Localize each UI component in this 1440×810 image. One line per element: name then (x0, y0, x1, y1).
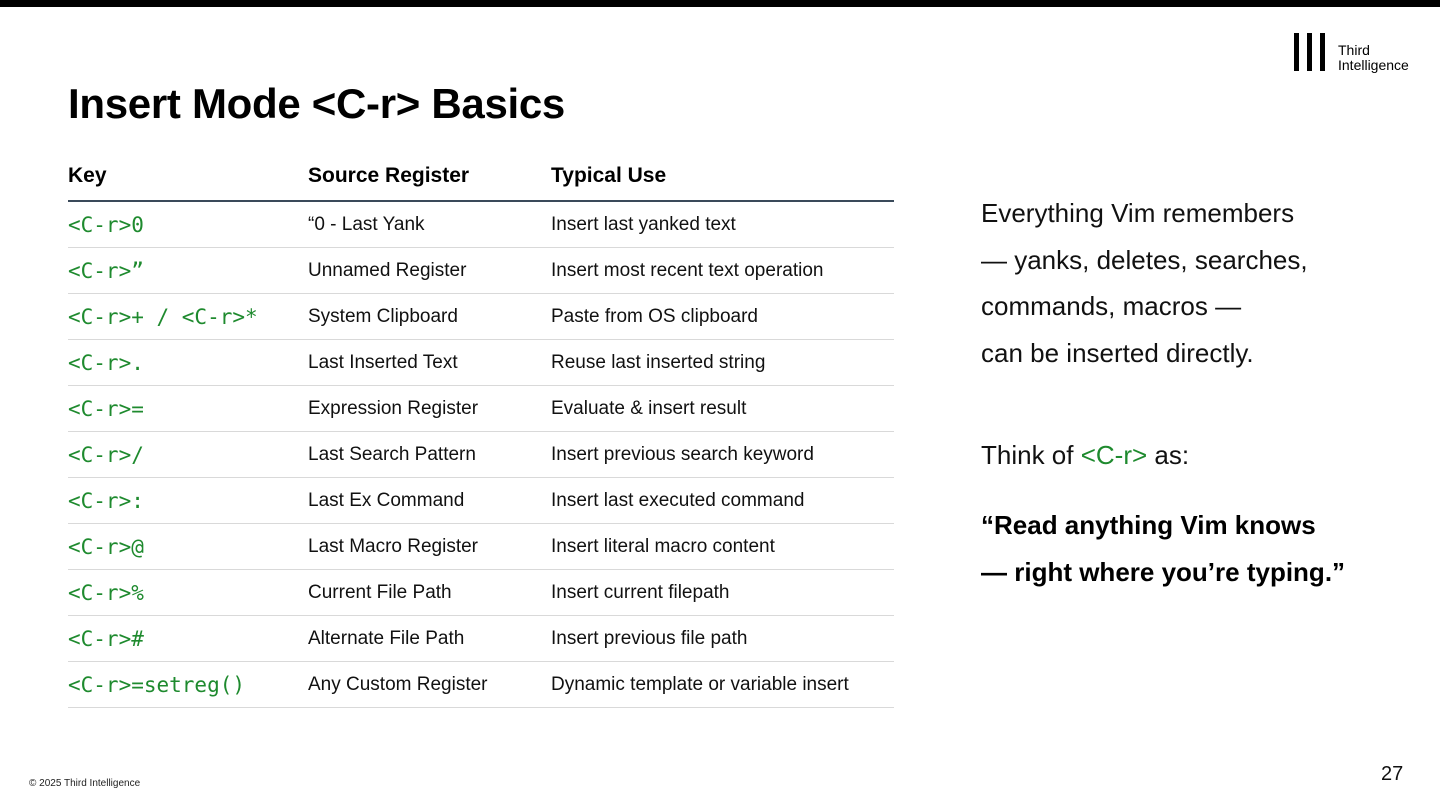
source-cell: “0 - Last Yank (308, 201, 551, 248)
logo-line-2: Intelligence (1338, 57, 1409, 73)
logo-line-1: Third (1338, 42, 1370, 58)
table-row (68, 201, 894, 248)
source-cell: Expression Register (308, 386, 551, 432)
use-cell: Insert most recent text operation (551, 248, 894, 294)
page-title: Insert Mode <C-r> Basics (68, 80, 565, 127)
table-row (68, 248, 894, 294)
page-number: 27 (1381, 763, 1404, 785)
side-line: can be inserted directly. (981, 337, 1254, 368)
top-bar (0, 0, 1440, 7)
header-source: Source Register (308, 152, 551, 201)
think-prefix: Think of (981, 440, 1081, 470)
table-row (68, 340, 894, 386)
use-cell: Dynamic template or variable insert (551, 662, 894, 708)
key-cell: <C-r>” (68, 248, 308, 294)
source-cell: Current File Path (308, 570, 551, 616)
source-cell: Last Inserted Text (308, 340, 551, 386)
source-cell: Last Search Pattern (308, 432, 551, 478)
table-row (68, 432, 894, 478)
source-cell: System Clipboard (308, 294, 551, 340)
use-cell: Evaluate & insert result (551, 386, 894, 432)
use-cell: Insert literal macro content (551, 524, 894, 570)
key-cell: <C-r>: (68, 478, 308, 524)
think-of-line (981, 440, 1189, 471)
key-cell: <C-r># (68, 616, 308, 662)
header-key: Key (68, 152, 308, 201)
table-row (68, 478, 894, 524)
think-key: <C-r> (1080, 440, 1148, 470)
copyright-footer: © 2025 Third Intelligence (29, 778, 141, 789)
key-cell: <C-r>/ (68, 432, 308, 478)
source-cell: Any Custom Register (308, 662, 551, 708)
use-cell: Insert last yanked text (551, 201, 894, 248)
key-cell: <C-r>0 (68, 201, 308, 248)
key-cell: <C-r>=setreg() (68, 662, 308, 708)
side-line: commands, macros — (981, 291, 1242, 321)
use-cell: Reuse last inserted string (551, 340, 894, 386)
brand-logo (1294, 33, 1409, 73)
source-cell: Last Macro Register (308, 524, 551, 570)
use-cell: Insert previous search keyword (551, 432, 894, 478)
logo-text (1338, 43, 1409, 73)
use-cell: Paste from OS clipboard (551, 294, 894, 340)
header-use: Typical Use (551, 152, 894, 201)
side-line: Everything Vim remembers (981, 198, 1295, 228)
use-cell: Insert previous file path (551, 616, 894, 662)
side-line: — yanks, deletes, searches, (981, 244, 1308, 275)
table-row (68, 524, 894, 570)
key-cell: <C-r>@ (68, 524, 308, 570)
quote-line-1: “Read anything Vim knows (981, 510, 1316, 540)
source-cell: Last Ex Command (308, 478, 551, 524)
source-cell: Alternate File Path (308, 616, 551, 662)
register-table (68, 152, 894, 708)
use-cell: Insert last executed command (551, 478, 894, 524)
table-row (68, 662, 894, 708)
key-cell: <C-r>. (68, 340, 308, 386)
quote-block (981, 502, 1345, 595)
logo-bars-icon (1294, 33, 1325, 71)
table-row (68, 294, 894, 340)
think-suffix: as: (1147, 440, 1190, 470)
key-cell: <C-r>+ / <C-r>* (68, 294, 308, 340)
table-row (68, 386, 894, 432)
source-cell: Unnamed Register (308, 248, 551, 294)
key-cell: <C-r>% (68, 570, 308, 616)
table-header-row (68, 152, 894, 201)
quote-line-2: — right where you’re typing.” (981, 556, 1346, 587)
table-row (68, 570, 894, 616)
key-cell: <C-r>= (68, 386, 308, 432)
use-cell: Insert current filepath (551, 570, 894, 616)
table-row (68, 616, 894, 662)
side-text-block (981, 190, 1421, 376)
